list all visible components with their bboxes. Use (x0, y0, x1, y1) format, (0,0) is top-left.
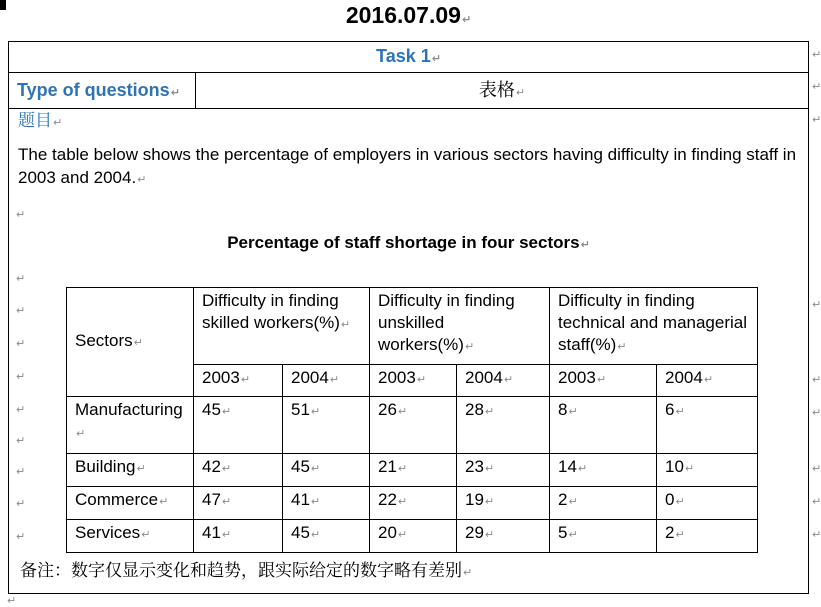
task-frame (8, 41, 809, 594)
paragraph-mark: ↵ (684, 463, 695, 475)
sectors-header: Sectors↵ (67, 288, 194, 397)
value-cell: 19↵ (457, 487, 550, 520)
paragraph-mark: ↵ (675, 406, 685, 418)
paragraph-mark: ↵ (159, 496, 169, 508)
paragraph-mark: ↵ (16, 466, 26, 478)
paragraph-mark: ↵ (812, 114, 821, 126)
paragraph-mark: ↵ (340, 319, 351, 331)
paragraph-mark: ↵ (484, 496, 495, 508)
paragraph-mark: ↵ (617, 341, 627, 353)
paragraph-mark: ↵ (221, 496, 232, 508)
paragraph-mark: ↵ (580, 239, 590, 251)
sector-cell: Manufacturing↵ (67, 397, 194, 454)
group-header: Difficulty in finding skilled workers(%)↵ (194, 288, 370, 365)
paragraph-mark: ↵ (16, 305, 26, 317)
paragraph-mark: ↵ (675, 496, 685, 508)
paragraph-mark: ↵ (568, 529, 578, 541)
paragraph-mark: ↵ (221, 463, 232, 475)
value-cell: 45↵ (283, 520, 370, 553)
year-header: 2004↵ (457, 365, 550, 397)
sector-cell: Services↵ (67, 520, 194, 553)
paragraph-mark: ↵ (397, 463, 408, 475)
paragraph-mark: ↵ (310, 406, 321, 418)
paragraph-mark: ↵ (221, 529, 232, 541)
table-row (67, 397, 758, 454)
paragraph-mark: ↵ (461, 14, 472, 26)
paragraph-mark: ↵ (329, 374, 340, 386)
value-cell: 10↵ (657, 454, 758, 487)
table-row (67, 454, 758, 487)
type-row (9, 72, 808, 109)
paragraph-mark: ↵ (240, 374, 251, 386)
sector-cell: Building↵ (67, 454, 194, 487)
paragraph-mark: ↵ (137, 174, 147, 186)
value-cell: 45↵ (194, 397, 283, 454)
value-cell: 28↵ (457, 397, 550, 454)
value-cell: 14↵ (550, 454, 657, 487)
paragraph-mark: ↵ (464, 341, 475, 353)
paragraph-mark: ↵ (703, 374, 714, 386)
paragraph-mark: ↵ (431, 53, 441, 65)
paragraph-mark: ↵ (812, 529, 821, 541)
table-row (67, 487, 758, 520)
value-cell: 20↵ (370, 520, 457, 553)
paragraph-mark: ↵ (16, 435, 26, 447)
paragraph-mark: ↵ (812, 374, 821, 386)
paragraph-mark: ↵ (16, 209, 26, 221)
year-header: 2003↵ (370, 365, 457, 397)
paragraph-mark: ↵ (463, 567, 473, 579)
paragraph-mark: ↵ (812, 463, 821, 475)
paragraph-mark: ↵ (484, 406, 495, 418)
paragraph-mark: ↵ (596, 374, 607, 386)
question-heading: 题目↵ (18, 111, 63, 130)
value-cell: 51↵ (283, 397, 370, 454)
paragraph-mark: ↵ (16, 404, 26, 416)
value-cell: 22↵ (370, 487, 457, 520)
value-cell: 45↵ (283, 454, 370, 487)
paragraph-mark: ↵ (812, 496, 821, 508)
paragraph-mark: ↵ (133, 337, 143, 349)
paragraph-mark: ↵ (397, 496, 408, 508)
page-date: 2016.07.09↵ (345, 2, 472, 28)
paragraph-mark: ↵ (416, 374, 427, 386)
sector-cell: Commerce↵ (67, 487, 194, 520)
value-cell: 8↵ (550, 397, 657, 454)
paragraph-mark: ↵ (515, 87, 526, 99)
year-header: 2004↵ (657, 365, 758, 397)
paragraph-mark: ↵ (484, 463, 495, 475)
value-cell: 0↵ (657, 487, 758, 520)
paragraph-mark: ↵ (568, 496, 578, 508)
paragraph-mark: ↵ (221, 406, 232, 418)
paragraph-mark: ↵ (812, 81, 821, 93)
type-value: 表格↵ (478, 80, 526, 100)
paragraph-mark: ↵ (16, 338, 26, 350)
paragraph-mark: ↵ (812, 407, 821, 419)
paragraph-mark: ↵ (16, 371, 26, 383)
paragraph-mark: ↵ (397, 406, 408, 418)
value-cell: 47↵ (194, 487, 283, 520)
paragraph-mark: ↵ (76, 428, 86, 440)
paragraph-mark: ↵ (484, 529, 495, 541)
year-header: 2003↵ (550, 365, 657, 397)
paragraph-mark: ↵ (503, 374, 514, 386)
value-cell: 41↵ (194, 520, 283, 553)
paragraph-mark: ↵ (7, 595, 17, 607)
table-row (67, 520, 758, 553)
value-cell: 42↵ (194, 454, 283, 487)
paragraph-mark: ↵ (568, 406, 578, 418)
value-cell: 6↵ (657, 397, 758, 454)
paragraph-mark: ↵ (577, 463, 588, 475)
value-cell: 21↵ (370, 454, 457, 487)
group-header: Difficulty in finding unskilled workers(%)↵ (370, 288, 550, 365)
question-prompt: The table below shows the percentage of employers in various sectors having difficulty in finding staff in 2003 and 2004.↵ (18, 145, 797, 187)
group-header: Difficulty in finding technical and managerial staff(%)↵ (550, 288, 758, 365)
type-label: Type of questions↵ (9, 72, 196, 108)
value-cell: 2↵ (657, 520, 758, 553)
paragraph-mark: ↵ (16, 498, 26, 510)
paragraph-mark: ↵ (310, 529, 321, 541)
year-header: 2004↵ (283, 365, 370, 397)
paragraph-mark: ↵ (16, 531, 26, 543)
task-label: Task 1 (376, 46, 431, 66)
paragraph-mark: ↵ (675, 529, 685, 541)
paragraph-mark: ↵ (53, 117, 63, 129)
paragraph-mark: ↵ (310, 463, 321, 475)
table-header-row (67, 288, 758, 365)
paragraph-mark: ↵ (136, 463, 146, 475)
paragraph-mark: ↵ (310, 496, 321, 508)
paragraph-mark: ↵ (812, 299, 821, 311)
paragraph-mark: ↵ (16, 273, 26, 285)
paragraph-mark: ↵ (812, 49, 821, 61)
paragraph-mark: ↵ (397, 529, 408, 541)
value-cell: 5↵ (550, 520, 657, 553)
table-title: Percentage of staff shortage in four sectors↵ (227, 233, 590, 252)
staff-shortage-table (66, 287, 758, 553)
value-cell: 26↵ (370, 397, 457, 454)
value-cell: 2↵ (550, 487, 657, 520)
value-cell: 41↵ (283, 487, 370, 520)
value-cell: 23↵ (457, 454, 550, 487)
task-row (9, 42, 808, 73)
paragraph-mark: ↵ (141, 529, 151, 541)
year-header: 2003↵ (194, 365, 283, 397)
value-cell: 29↵ (457, 520, 550, 553)
paragraph-mark: ↵ (170, 87, 180, 99)
footnote: 备注：数字仅显示变化和趋势，跟实际给定的数字略有差别↵ (20, 561, 473, 580)
